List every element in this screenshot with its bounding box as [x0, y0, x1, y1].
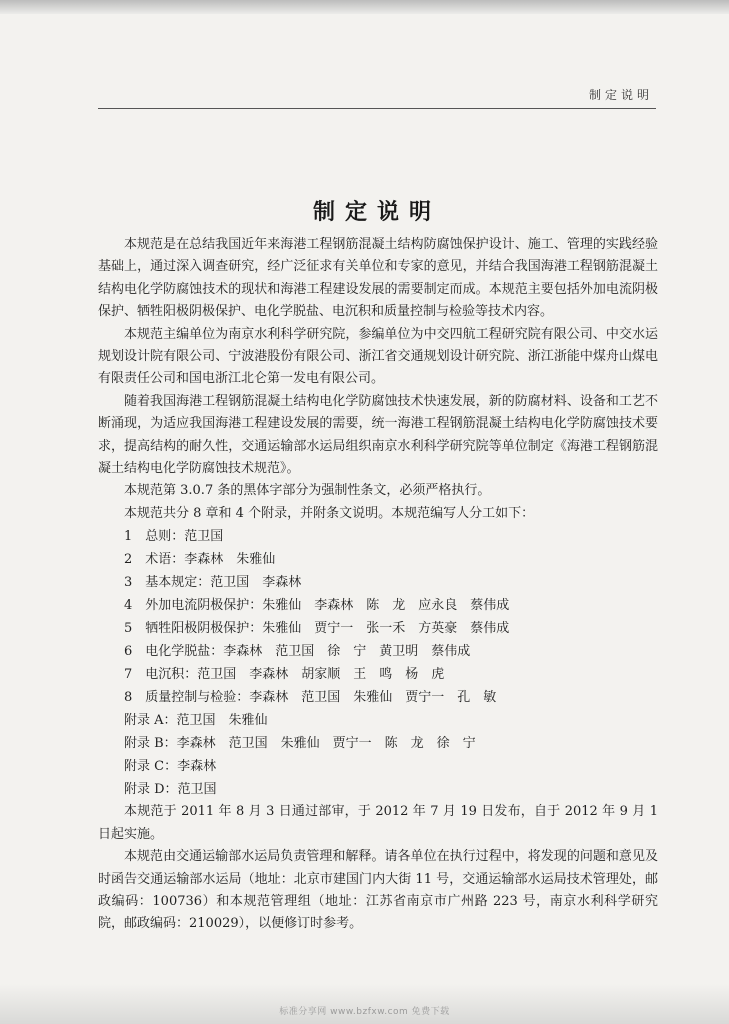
roster-item: 附录 C：李森林 — [124, 759, 217, 775]
roster-item: 4 外加电流阴极保护：朱雅仙 李森林 陈 龙 应永良 蔡伟成 — [124, 598, 510, 614]
paragraph-dates: 本规范于 2011 年 8 月 3 日通过部审，于 2012 年 7 月 19 日发布，自于 2012 年 9 月 1 日起实施。 — [98, 804, 658, 842]
roster-item: 2 术语：李森林 朱雅仙 — [124, 552, 276, 568]
document-body — [98, 234, 658, 936]
roster-item: 3 基本规定：范卫国 李森林 — [124, 575, 302, 591]
roster-item: 附录 B：李森林 范卫国 朱雅仙 贾宁一 陈 龙 徐 宁 — [124, 736, 476, 752]
author-roster — [98, 525, 658, 801]
roster-item: 1 总则：范卫国 — [124, 529, 224, 545]
paragraph-scope: 本规范是在总结我国近年来海港工程钢筋混凝土结构防腐蚀保护设计、施工、管理的实践经验基础上，通过深入调查研究，经广泛征求有关单位和专家的意见，并结合我国海港工程钢筋混凝土结构电化学防腐蚀技术的现状和海港工程建设发展的需要制定而成。本规范主要包括外加电流阴极保护、牺牲阳极阴极保护、电化学脱盐、电沉积和质量控制与检验等技术内容。 — [98, 237, 658, 320]
paragraph-mandatory-clause: 本规范第 3.0.7 条的黑体字部分为强制性条文，必须严格执行。 — [124, 483, 491, 499]
roster-item: 附录 A：范卫国 朱雅仙 — [124, 713, 268, 729]
roster-item: 6 电化学脱盐：李森林 范卫国 徐 宁 黄卫明 蔡伟成 — [124, 644, 471, 660]
running-header: 制定说明 — [588, 88, 653, 102]
roster-item: 附录 D：范卫国 — [124, 782, 217, 798]
roster-item: 8 质量控制与检验：李森林 范卫国 朱雅仙 贾宁一 孔 敏 — [124, 690, 497, 706]
footer-watermark: 标准分享网 www.bzfxw.com 免费下载 — [279, 1007, 450, 1017]
paragraph-management: 本规范由交通运输部水运局负责管理和解释。请各单位在执行过程中，将发现的问题和意见及时函告交通运输部水运局（地址：北京市建国门内大街 11 号，交通运输部水运局技术管理处，邮政编码：100736）和本规范管理组（地址：江苏省南京市广州路 223 号，南京水利科学研究院，邮政编码：210029），以便修订时参考。 — [98, 849, 658, 932]
paragraph-background: 随着我国海港工程钢筋混凝土结构电化学防腐蚀技术快速发展，新的防腐材料、设备和工艺不断涌现，为适应我国海港工程建设发展的需要，统一海港工程钢筋混凝土结构电化学防腐蚀技术要求，提高结构的耐久性，交通运输部水运局组织南京水利科学研究院等单位制定《海港工程钢筋混凝土结构电化学防腐蚀技术规范》。 — [98, 393, 658, 477]
roster-item: 7 电沉积：范卫国 李森林 胡家顺 王 鸣 杨 虎 — [124, 667, 445, 683]
paragraph-editors: 本规范主编单位为南京水利科学研究院，参编单位为中交四航工程研究院有限公司、中交水运规划设计院有限公司、宁波港股份有限公司、浙江省交通规划设计研究院、浙江浙能中煤舟山煤电有限责任公司和国电浙江北仑第一发电有限公司。 — [98, 326, 658, 387]
page-title: 制定说明 — [312, 198, 441, 225]
header-rule — [98, 108, 656, 109]
roster-item: 5 牺牲阳极阴极保护：朱雅仙 贾宁一 张一禾 方英豪 蔡伟成 — [124, 621, 510, 637]
paragraph-structure: 本规范共分 8 章和 4 个附录，并附条文说明。本规范编写人分工如下： — [124, 505, 535, 521]
scan-shadow-top — [0, 0, 729, 14]
